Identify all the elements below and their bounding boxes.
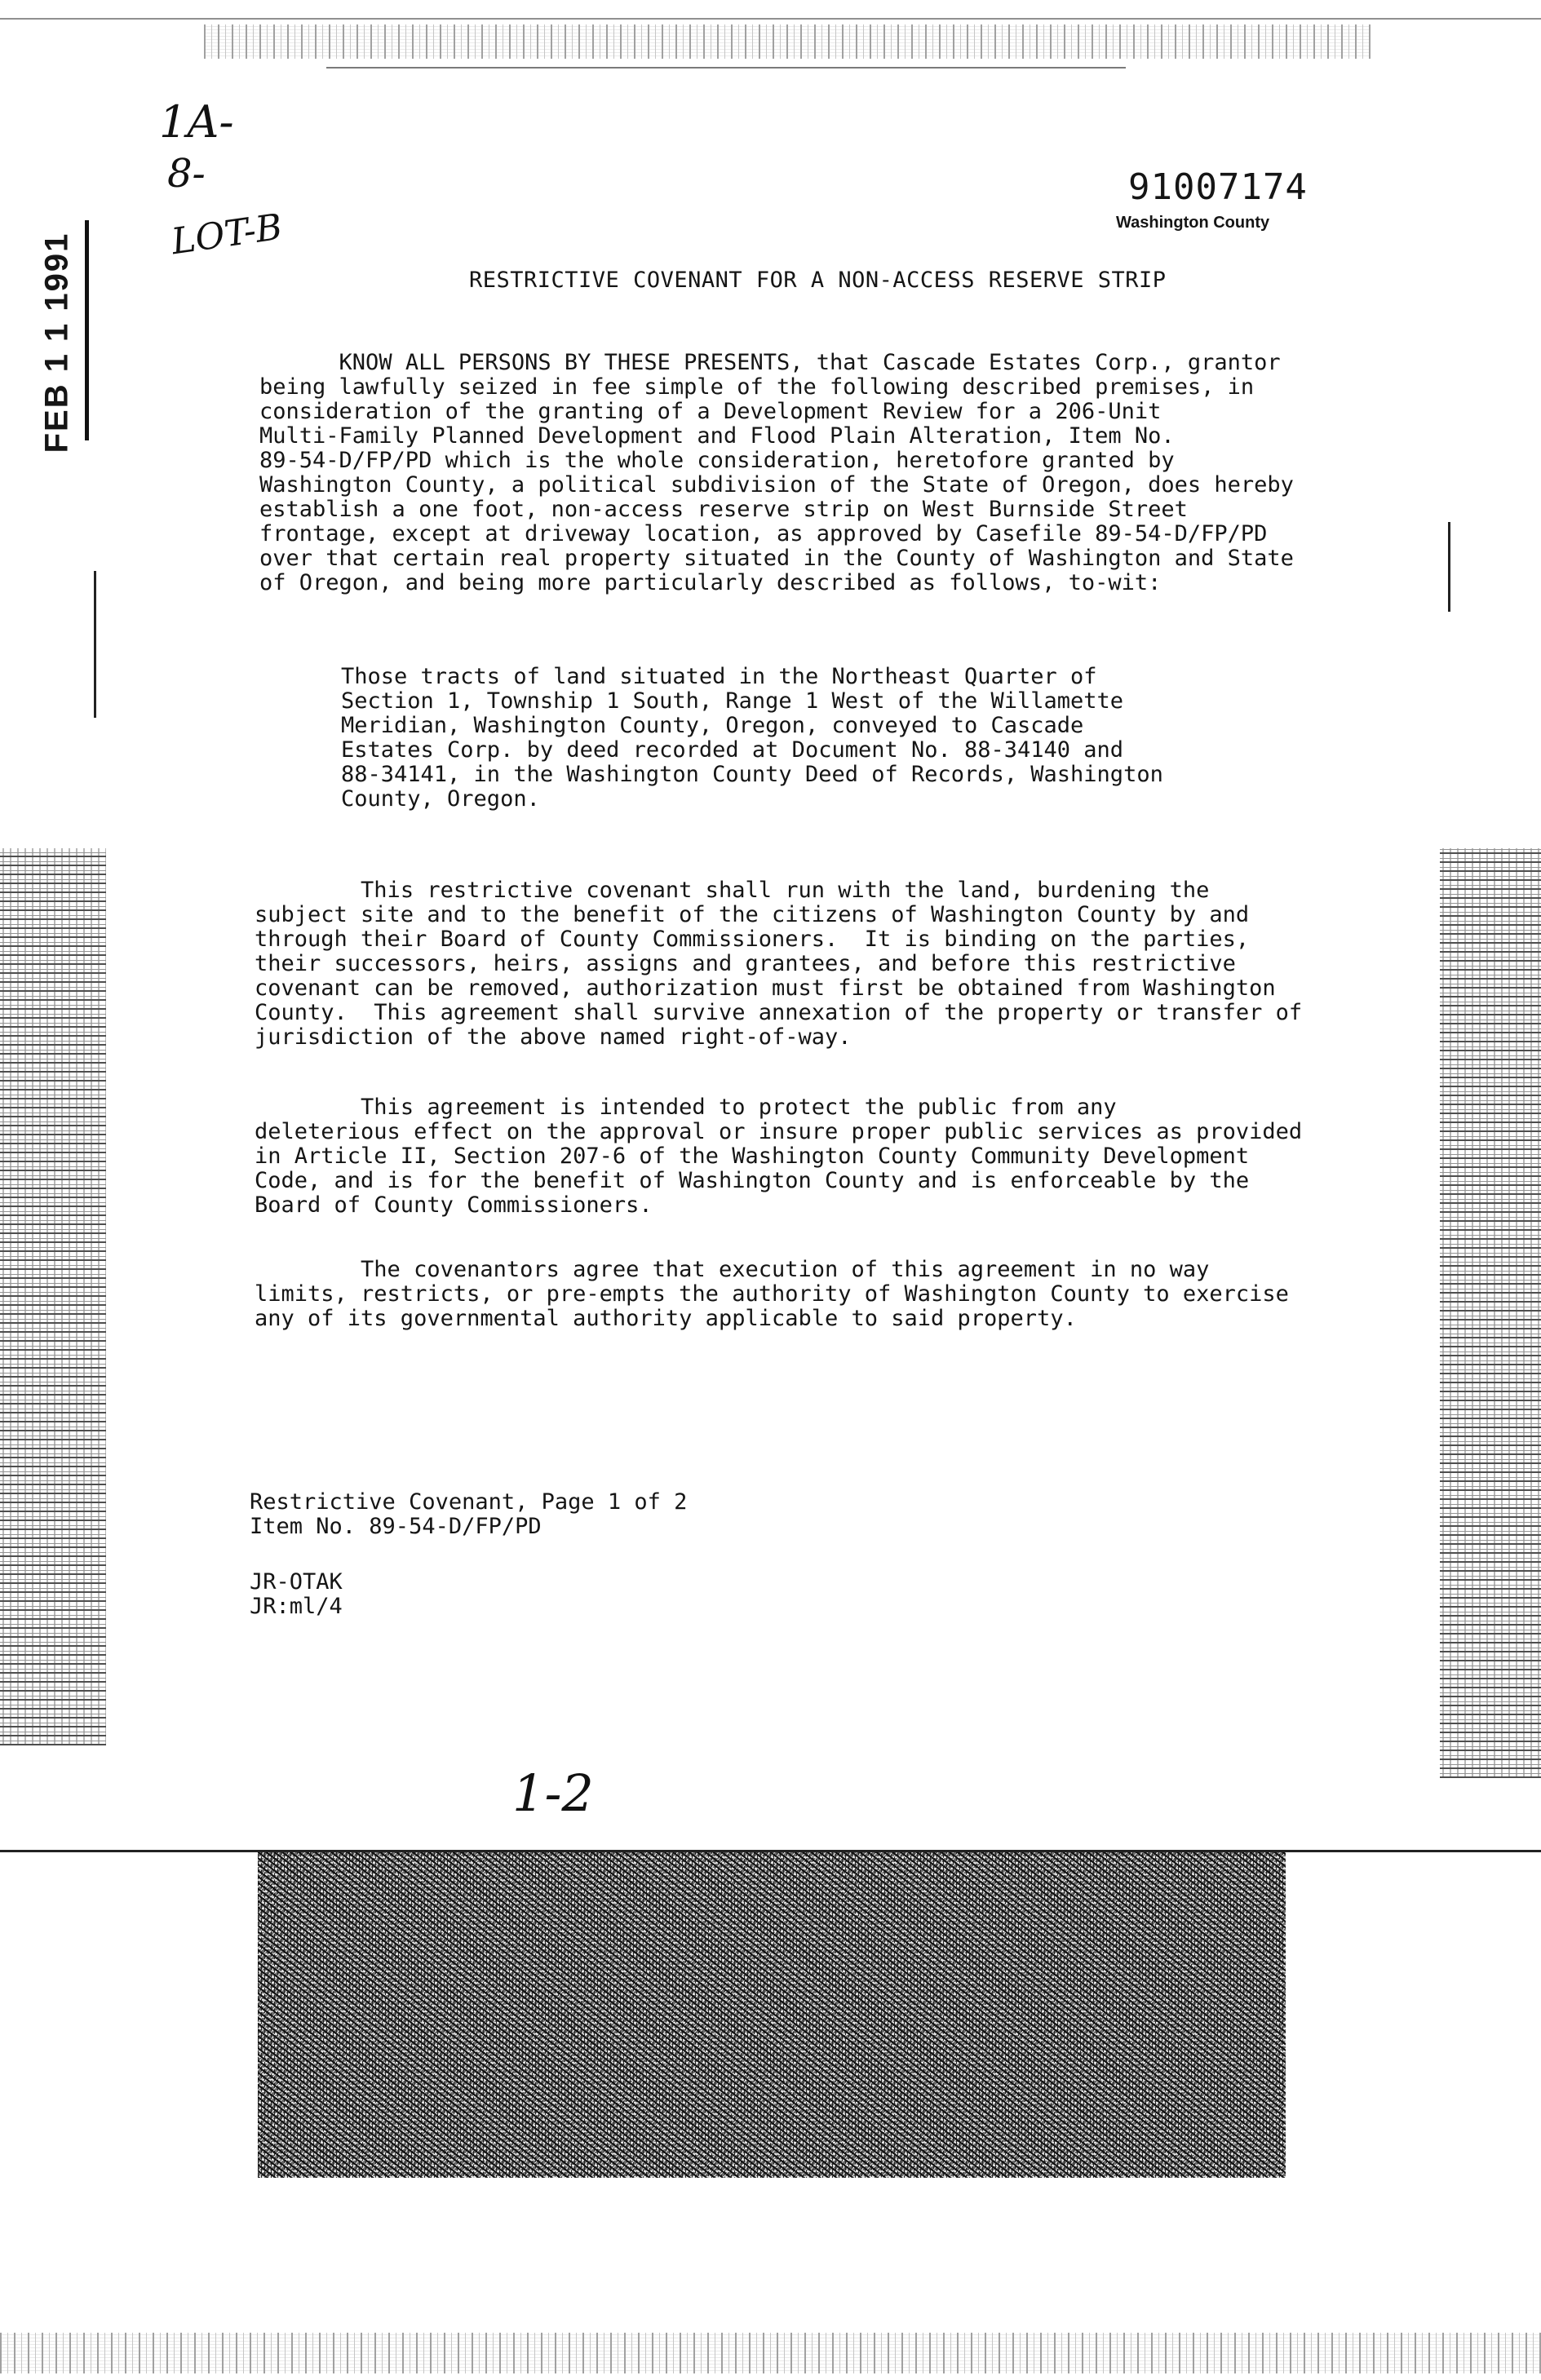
footer-page-ref: Restrictive Covenant, Page 1 of 2 xyxy=(250,1489,688,1515)
footer-item-ref: Item No. 89-54-D/FP/PD xyxy=(250,1514,542,1539)
handwritten-annotation-sub: 8- xyxy=(167,151,206,197)
received-date-stamp xyxy=(33,232,82,453)
scan-noise-bottom xyxy=(0,2333,1541,2373)
received-date-text: FEB 1 1 1991 xyxy=(38,232,75,453)
handwritten-page-annotation: 1-2 xyxy=(512,1763,594,1823)
scan-noise-left xyxy=(0,848,106,1745)
paragraph-public-protection: This agreement is intended to protect the public from any deleterious effect on the approval or insure proper public services as provided in Article II, Section 207-6 of the Washington County Community Development Code, and is for the benefit of Washington County and is enforceable by the Board of County Commissioners. xyxy=(255,1095,1303,1218)
scan-rule-bottom xyxy=(0,1850,1541,1852)
handwritten-annotation-top: 1A- xyxy=(159,96,234,148)
paragraph-run-with-land: This restrictive covenant shall run with the land, burdening the subject site and to the benefit of the citizens of Washington County by and through their Board of County Commissioners. It is binding on the parties, their successors, heirs, assigns and grantees, and before this restrictive covenant can be removed, authorization must first be obtained from Washington County. This agreement shall survive annexation of the property or transfer of jurisdiction of the above named right-of-way. xyxy=(255,878,1303,1050)
scan-rule-top-2 xyxy=(326,67,1126,69)
paragraph-covenantors: The covenantors agree that execution of this agreement in no way limits, restricts, or pre-empts the authority of Washington County to exercise any of its governmental authority applicable to said property. xyxy=(255,1257,1289,1331)
scan-rule-right xyxy=(1448,522,1450,612)
stamp-bar xyxy=(85,220,89,440)
scan-rule-left xyxy=(94,571,96,718)
document-number: 91007174 xyxy=(1128,166,1308,208)
scan-noise-bottom-block xyxy=(258,1851,1286,2178)
handwritten-lot-annotation: LOT-B xyxy=(169,206,286,263)
scan-rule-top xyxy=(0,18,1541,20)
recorder-county: Washington County xyxy=(1116,214,1270,232)
scan-noise-right xyxy=(1440,848,1541,1778)
document-title: RESTRICTIVE COVENANT FOR A NON-ACCESS RESERVE STRIP xyxy=(469,268,1167,293)
paragraph-legal-description: Those tracts of land situated in the Northeast Quarter of Section 1, Township 1 South, Range 1 West of the Willamette Meridian, Washington County, Oregon, conveyed to Cascade Estates Corp. by deed recorded at Document No. 88-34140 and 88-34141, in the Washington County Deed of Records, Washington County, Oregon. xyxy=(341,664,1163,812)
paragraph-grant: KNOW ALL PERSONS BY THESE PRESENTS, that Cascade Estates Corp., grantor being lawfully seized in fee simple of the following described premises, in consideration of the granting of a Development Review for a 206-Unit Multi-Family Planned Development and Flood Plain Alteration, Item No. 89-54-D/FP/PD which is the whole consideration, heretofore granted by Washington County, a political subdivision of the State of Oregon, does hereby establish a one foot, non-access reserve strip on West Burnside Street frontage, except at driveway location, as approved by Casefile 89-54-D/FP/PD over that certain real property situated in the County of Washington and State of Oregon, and being more particularly described as follows, to-wit: xyxy=(259,350,1294,595)
footer-preparer: JR-OTAK xyxy=(250,1569,343,1595)
footer-initials: JR:ml/4 xyxy=(250,1594,343,1619)
scan-noise-top xyxy=(204,24,1371,59)
